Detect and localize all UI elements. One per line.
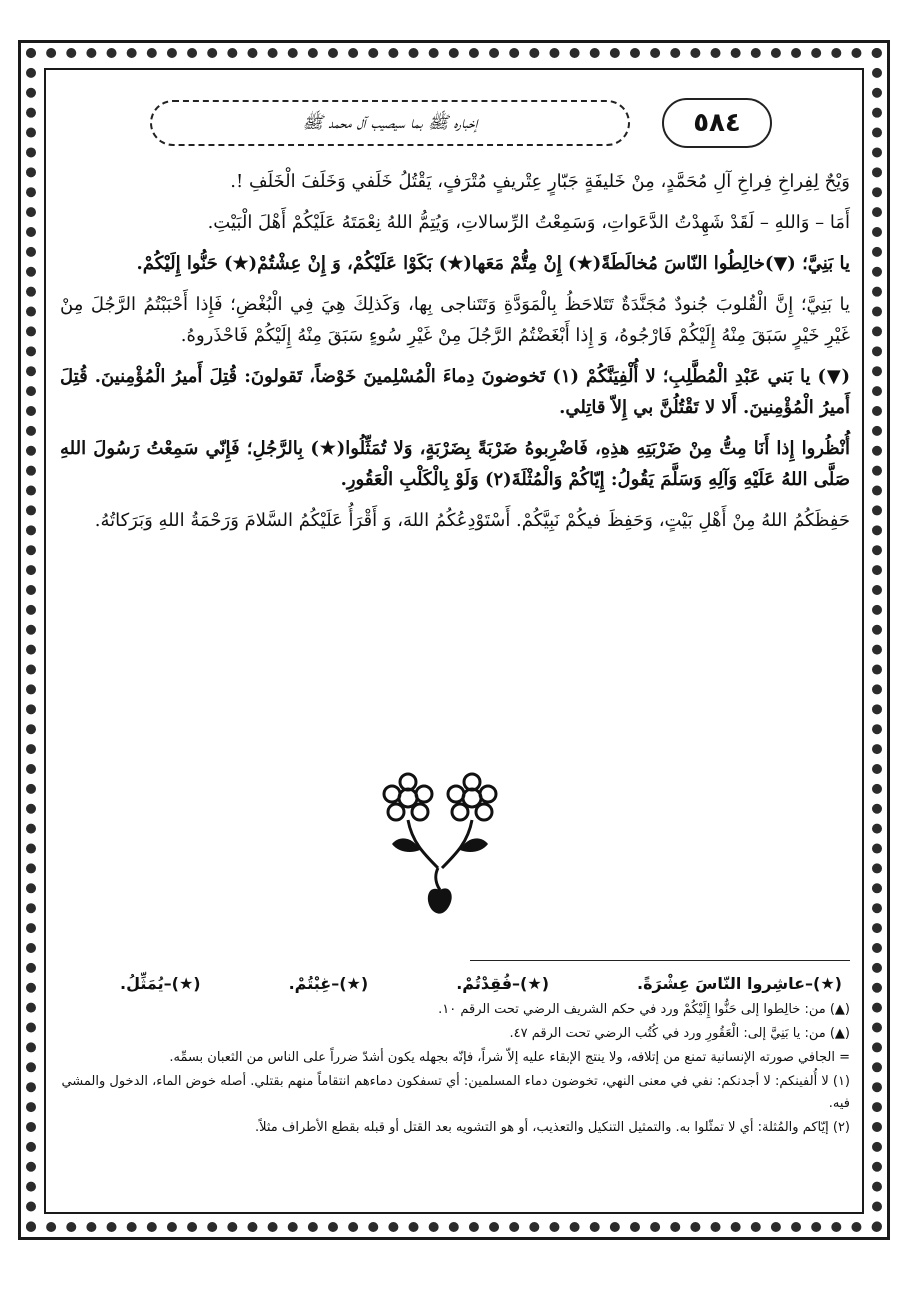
footnote: (٢) إيّاكم والمُثلة: أي لا تمثّلوا به. والتمثيل التنكيل والتعذيب، أو هو التشويه بعد القتل أو قبله بقطع الأطراف مثلاً. xyxy=(255,1120,850,1135)
footnote: (▲) من: يا بَنِيَّ إلى: الْعَقُورِ ورد في كُتُب الرضي تحت الرقم ٤٧. xyxy=(509,1026,850,1041)
paragraph: أَمَا – وَاللهِ – لَقَدْ شَهِدْتُ الدَّعَواتِ، وَسَمِعْتُ الرِّسالاتِ، وَيُتِمُّ اللهُ نِعْمَتَهُ عَلَيْكُمْ أَهْلَ الْبَيْتِ. xyxy=(207,212,850,233)
footnote: = الجافي صورته الإنسانية تمنع من إتلافه، ولا ينتج الإبقاء عليه إلاّ شراً، فإنّه بجهله يكون أشدّ ضرراً على الناس من الثعبان بسمِّه. xyxy=(169,1050,850,1065)
paragraph: يا بَنِيَّ؛ إِنَّ الْقُلوبَ جُنودٌ مُجَنَّدَةٌ تَتَلاحَظُ بِالْمَوَدَّةِ وَتَتَناجى بِها، وَكَذلِكَ هِيَ فِي الْبُغْضِ؛ فَإِذا أَحْبَبْتُمُ الرَّجُلَ مِنْ غَيْرِ خَيْرٍ سَبَقَ مِنْهُ إِلَيْكُمْ فَارْجُوهُ، وَ إِذا أَبْغَضْتُمُ الرَّجُلَ مِنْ غَيْرِ سُوءٍ سَبَقَ مِنْهُ إِلَيْكُمْ فَاحْذَروهُ. xyxy=(60,294,850,346)
variant-readings xyxy=(60,968,850,997)
main-text xyxy=(60,166,850,546)
footnote: (▲) من: خالِطوا إلى حَنُّوا إِلَيْكُمْ ورد في حكم الشريف الرضي تحت الرقم ١٠. xyxy=(438,1002,850,1017)
footnotes xyxy=(60,968,850,1141)
variant-reading: (★)–غِبْتُمْ. xyxy=(288,974,369,993)
variant-reading: (★)–يُمَثِّلُ. xyxy=(120,974,201,993)
variant-reading: (★)–عاشِروا النّاسَ عِشْرَةً. xyxy=(637,974,842,993)
page-header xyxy=(150,100,810,152)
footnote: (١) لا أُلفينكم: لا أجدنكم: نفي في معنى النهي، تخوضون دماء المسلمين: أي تسفكون دماءهم انتقاماً منهم بقتلي. أصله خوض الماء، الدخول والمشي فيه. xyxy=(61,1074,850,1111)
variant-reading: (★)–فُقِدْتُمْ. xyxy=(456,974,550,993)
paragraph: (▼) يا بَني عَبْدِ الْمُطَّلِبِ؛ لا أُلْفِيَنَّكُمْ (١) تَخوضونَ دِماءَ الْمُسْلِمينَ خَوْضاً، تَقولونَ: قُتِلَ أَميرُ الْمُؤْمِنينَ. قُتِلَ أَميرُ الْمُؤْمِنينَ. أَلا لا تَقْتُلُنَّ بي إِلاّ قاتِلي. xyxy=(60,366,850,418)
paragraph: يا بَنِيَّ؛ (▼)خالِطُوا النّاسَ مُخالَطَةً(★) إِنْ مِتُّمْ مَعَها(★) بَكَوْا عَلَيْكُمْ، وَ إِنْ عِشْتُمْ(★) حَنُّوا إِلَيْكُمْ. xyxy=(136,253,850,274)
footnote-divider xyxy=(470,960,850,961)
paragraph: أُنْظُروا إِذا أَنَا مِتُّ مِنْ ضَرْبَتِهِ هذِهِ، فَاضْرِبوهُ ضَرْبَةً بِضَرْبَةٍ، وَلا تُمَثِّلُوا(★) بِالرَّجُلِ؛ فَإِنّي سَمِعْتُ رَسُولَ اللهِ صَلَّى اللهُ عَلَيْهِ وَآلِهِ وَسَلَّمَ يَقُولُ: إِيّاكُمْ وَالْمُثْلَةَ(٢) وَلَوْ بِالْكَلْبِ الْعَقُورِ. xyxy=(60,438,850,490)
paragraph: وَيْحٌ لِفِراخِ فِراخِ آلِ مُحَمَّدٍ، مِنْ خَليفَةٍ جَبّارٍ عِتْريفٍ مُتْرَفٍ، يَقْتُلُ خَلَفي وَخَلَفَ الْخَلَفِ !. xyxy=(230,171,850,192)
running-title: إخباره ﷺ بما سيصيب آل محمد ﷺ xyxy=(302,113,478,133)
paragraph: حَفِظَكُمُ اللهُ مِنْ أَهْلِ بَيْتٍ، وَحَفِظَ فيكُمْ نَبِيَّكُمْ. أَسْتَوْدِعُكُمُ اللهَ، وَ أَقْرَأُ عَلَيْكُمُ السَّلامَ وَرَحْمَةُ اللهِ وَبَرَكاتُهُ. xyxy=(94,510,850,531)
page-number: ٥٨٤ xyxy=(662,98,772,148)
flower-ornament-icon xyxy=(372,772,512,922)
